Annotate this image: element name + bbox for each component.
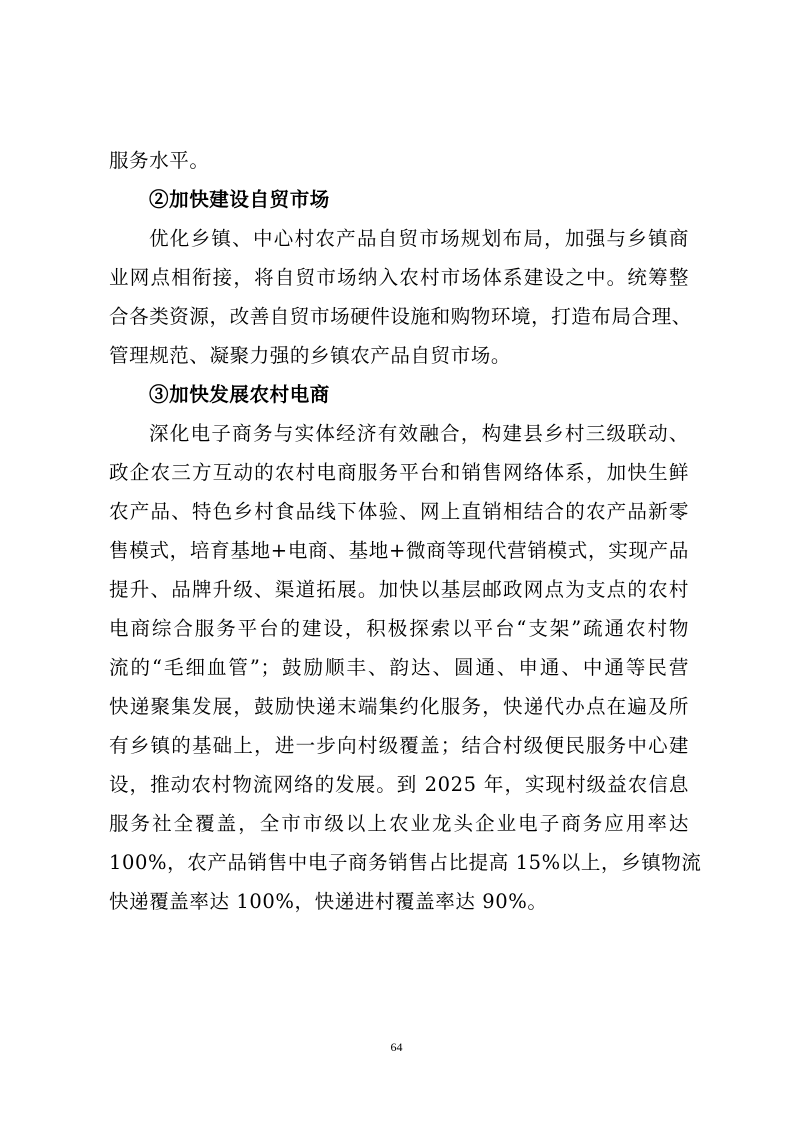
paragraph-line: 流的“毛细血管”；鼓励顺丰、韵达、圆通、申通、中通等民营 bbox=[109, 656, 689, 679]
paragraph-line: 服务水平。 bbox=[109, 149, 210, 172]
paragraph-line: 服务社全覆盖，全市市级以上农业龙头企业电子商务应用率达 bbox=[109, 812, 689, 835]
paragraph-line: 快递覆盖率达 100%，快递进村覆盖率达 90%。 bbox=[109, 890, 548, 913]
page-number: 64 bbox=[390, 1040, 403, 1054]
paragraph-line: 有乡镇的基础上，进一步向村级覆盖；结合村级便民服务中心建 bbox=[109, 734, 689, 757]
paragraph-line: 快递聚集发展，鼓励快递末端集约化服务，快递代办点在遍及所 bbox=[109, 695, 689, 718]
paragraph-line: 电商综合服务平台的建设，积极探索以平台“支架”疏通农村物 bbox=[109, 617, 689, 640]
section-heading: ②加快建设自贸市场 bbox=[149, 188, 330, 211]
paragraph-line: 管理规范、凝聚力强的乡镇农产品自贸市场。 bbox=[109, 344, 512, 367]
paragraph-line: 农产品、特色乡村食品线下体验、网上直销相结合的农产品新零 bbox=[109, 500, 689, 523]
paragraph-line: 合各类资源，改善自贸市场硬件设施和购物环境，打造布局合理、 bbox=[109, 305, 692, 328]
paragraph-line: 业网点相衔接，将自贸市场纳入农村市场体系建设之中。统筹整 bbox=[109, 266, 689, 289]
paragraph-line: 优化乡镇、中心村农产品自贸市场规划布局，加强与乡镇商 bbox=[149, 227, 689, 250]
paragraph-line: 政企农三方互动的农村电商服务平台和销售网络体系，加快生鲜 bbox=[109, 461, 689, 484]
paragraph-line: 深化电子商务与实体经济有效融合，构建县乡村三级联动、 bbox=[149, 422, 689, 445]
paragraph-line: 售模式，培育基地+电商、基地+微商等现代营销模式，实现产品 bbox=[109, 539, 689, 562]
paragraph-line: 提升、品牌升级、渠道拓展。加快以基层邮政网点为支点的农村 bbox=[109, 578, 689, 601]
paragraph-line: 设，推动农村物流网络的发展。到 2025 年，实现村级益农信息 bbox=[109, 773, 689, 796]
paragraph-line: 100%，农产品销售中电子商务销售占比提高 15%以上，乡镇物流 bbox=[109, 851, 702, 874]
section-heading: ③加快发展农村电商 bbox=[149, 383, 330, 406]
